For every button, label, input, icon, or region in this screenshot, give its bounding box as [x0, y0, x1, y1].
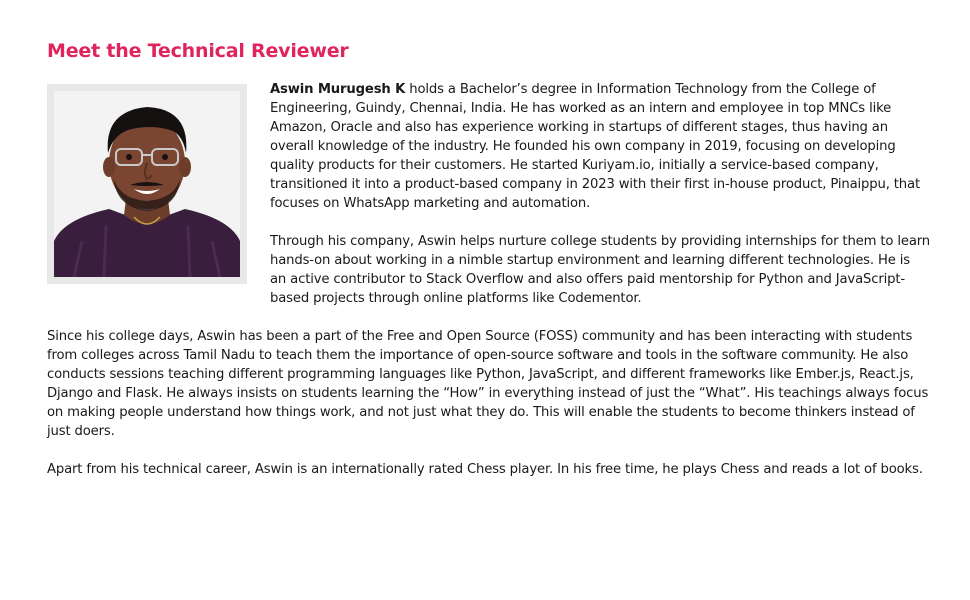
bio-paragraph-2: Through his company, Aswin helps nurture college students by providing internships for them to learn hands-on about working in a nimble startup environment and learning different technologies. He is an active contributor to Stack Overflow and also offers paid mentorship for Python and JavaScript-based projects through online platforms like Codementor.	[270, 234, 931, 306]
reviewer-name: Aswin Murugesh K	[270, 82, 406, 97]
reviewer-photo-frame	[47, 84, 247, 284]
portrait-illustration	[54, 91, 240, 277]
reviewer-photo	[54, 91, 240, 277]
bio-paragraph-3: Since his college days, Aswin has been a part of the Free and Open Source (FOSS) community and has been interacting with students from colleges across Tamil Nadu to teach them the importance of open-source software and tools in the software community. He also conducts sessions teaching different programming languages like Python, JavaScript, and different frameworks like Ember.js, React.js, Django and Flask. He always insists on students learning the “How” in everything instead of just the “What”. His teachings always focus on making people understand how things work, and not just what they do. This will enable the students to become thinkers instead of just doers.	[47, 329, 929, 439]
bio-paragraph-1	[270, 80, 930, 213]
bio-paragraph-1-text: holds a Bachelor’s degree in Information Technology from the College of Engineering, Guindy, Chennai, India. He has worked as an intern and employee in top MNCs like Amazon, Oracle and also has experience working in startups of different stages, thus having an overall knowledge of the industry. He founded his own company in 2019, focusing on developing quality products for their customers. He started Kuriyam.io, initially a service-based company, transitioned it into a product-based company in 2023 with their first in-house product, Pinaippu, that focuses on WhatsApp marketing and automation.	[270, 82, 920, 211]
bio-paragraph-4: Apart from his technical career, Aswin is an internationally rated Chess player. In his free time, he plays Chess and reads a lot of books.	[47, 462, 923, 477]
page-title: Meet the Technical Reviewer	[47, 40, 349, 62]
